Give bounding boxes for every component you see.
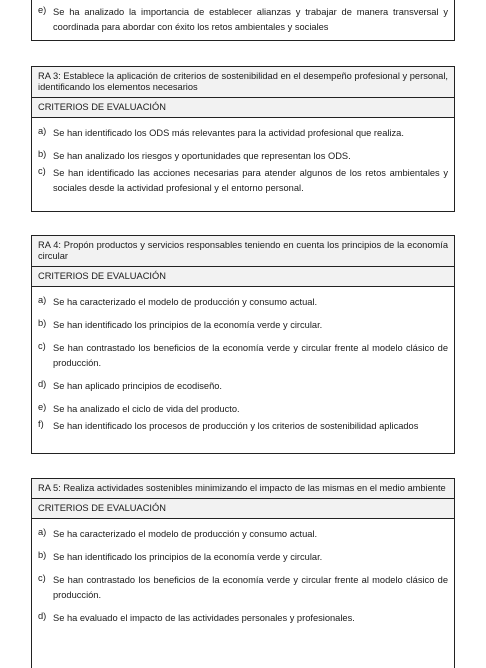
item-letter: b) bbox=[38, 149, 47, 160]
ra5-criteria-header: CRITERIOS DE EVALUACIÓN bbox=[32, 499, 454, 519]
list-item bbox=[38, 126, 448, 141]
ra5-title: RA 5: Realiza actividades sostenibles minimizando el impacto de las mismas en el medio ambiente bbox=[32, 479, 454, 499]
item-text: Se han analizado los riesgos y oportunidades que representan los ODS. bbox=[53, 151, 351, 162]
item-text: Se han identificado los principios de la economía verde y circular. bbox=[53, 320, 323, 331]
list-item bbox=[38, 318, 448, 333]
item-letter: a) bbox=[38, 295, 47, 306]
ra4-criteria-list bbox=[32, 287, 454, 445]
item-letter: d) bbox=[38, 378, 47, 389]
ra4-criteria-header: CRITERIOS DE EVALUACIÓN bbox=[32, 267, 454, 287]
list-item bbox=[38, 611, 448, 626]
item-letter: a) bbox=[38, 126, 47, 137]
item-letter: b) bbox=[38, 318, 47, 329]
item-letter: e) bbox=[38, 5, 47, 15]
item-text: Se ha analizado el ciclo de vida del producto. bbox=[53, 403, 240, 414]
ra5-table bbox=[31, 478, 455, 668]
item-text: Se han contrastado los beneficios de la economía verde y circular frente al modelo clásico de producción. bbox=[53, 575, 448, 600]
item-text: Se ha caracterizado el modelo de producción y consumo actual. bbox=[53, 297, 318, 308]
item-text: Se ha evaluado el impacto de las actividades personales y profesionales. bbox=[53, 612, 355, 623]
list-item bbox=[38, 573, 448, 603]
item-text: Se han identificado los procesos de producción y los criterios de sostenibilidad aplicados bbox=[53, 420, 419, 431]
item-text: Se han aplicado principios de ecodiseño. bbox=[53, 380, 223, 391]
item-letter: e) bbox=[38, 401, 47, 412]
ra4-title: RA 4: Propón productos y servicios responsables teniendo en cuenta los principios de la economía circular bbox=[32, 236, 454, 267]
item-letter: a) bbox=[38, 527, 47, 538]
item-text: Se han identificado las acciones necesarias para atender algunos de los retos ambientales y sociales desde la actividad profesional y el entorno personal. bbox=[53, 168, 448, 194]
ra3-title: RA 3: Establece la aplicación de criterios de sostenibilidad en el desempeño profesional y personal, identificando los elementos necesarios bbox=[32, 67, 454, 98]
ra3-criteria-list bbox=[32, 118, 454, 208]
list-item bbox=[38, 550, 448, 565]
item-text: Se han identificado los principios de la economía verde y circular. bbox=[53, 552, 323, 563]
criteria-continuation-box bbox=[31, 0, 455, 41]
ra4-table bbox=[31, 235, 455, 454]
item-letter: b) bbox=[38, 550, 47, 561]
list-item bbox=[38, 149, 448, 164]
ra3-table bbox=[31, 66, 455, 212]
item-letter: c) bbox=[38, 573, 46, 584]
item-letter: c) bbox=[38, 341, 46, 352]
list-item bbox=[38, 527, 448, 542]
list-item bbox=[38, 419, 448, 434]
ra3-criteria-header: CRITERIOS DE EVALUACIÓN bbox=[32, 98, 454, 118]
item-text: Se han contrastado los beneficios de la economía verde y circular frente al modelo clásico de producción. bbox=[53, 343, 448, 369]
list-item bbox=[38, 5, 448, 35]
item-letter: d) bbox=[38, 610, 47, 621]
item-letter: f) bbox=[38, 418, 44, 429]
item-text: Se han identificado los ODS más relevantes para la actividad profesional que realiza. bbox=[53, 128, 404, 139]
item-text: Se ha analizado la importancia de establecer alianzas y trabajar de manera transversal y coordinada para abordar con éxito los retos ambientales y sociales bbox=[53, 7, 448, 32]
list-item bbox=[38, 379, 448, 394]
item-letter: c) bbox=[38, 166, 46, 177]
list-item bbox=[38, 295, 448, 310]
ra5-criteria-list bbox=[32, 519, 454, 637]
list-item bbox=[38, 166, 448, 196]
item-text: Se ha caracterizado el modelo de producción y consumo actual. bbox=[53, 529, 318, 540]
list-item bbox=[38, 402, 448, 417]
list-item bbox=[38, 341, 448, 371]
